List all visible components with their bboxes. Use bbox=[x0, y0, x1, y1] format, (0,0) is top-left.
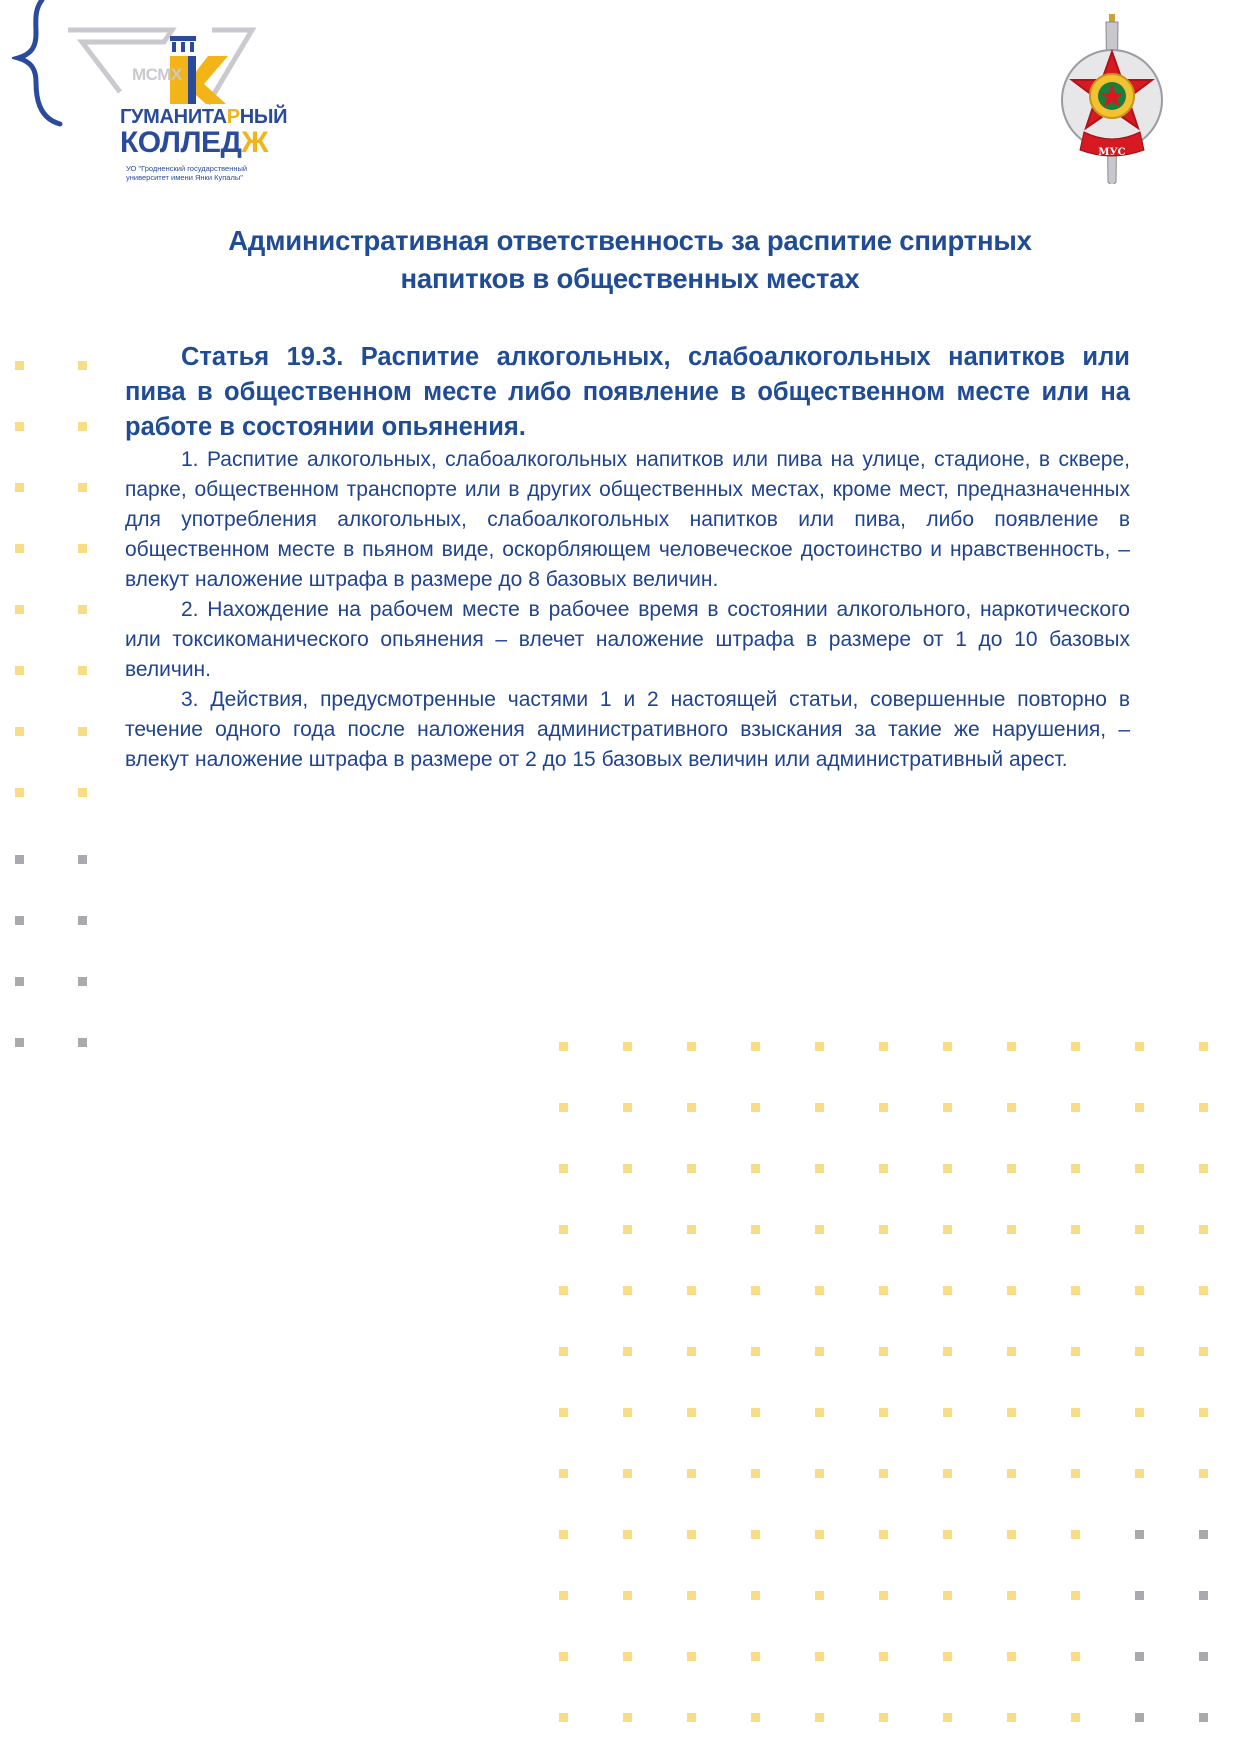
emblem-label: МУС bbox=[1098, 147, 1126, 158]
decorative-dot bbox=[559, 1408, 568, 1417]
decorative-dot bbox=[78, 605, 87, 614]
decorative-dot bbox=[1007, 1469, 1016, 1478]
decorative-dot bbox=[943, 1469, 952, 1478]
decorative-dot bbox=[1135, 1652, 1144, 1661]
decorative-dot bbox=[815, 1103, 824, 1112]
decorative-dot bbox=[1071, 1408, 1080, 1417]
decorative-dot bbox=[879, 1164, 888, 1173]
decorative-dot bbox=[1135, 1103, 1144, 1112]
decorative-dot bbox=[1199, 1286, 1208, 1295]
decorative-dot bbox=[815, 1713, 824, 1722]
decorative-dot bbox=[1007, 1225, 1016, 1234]
decorative-dot bbox=[943, 1408, 952, 1417]
decorative-dot bbox=[15, 666, 24, 675]
decorative-dot bbox=[78, 666, 87, 675]
decorative-dot bbox=[1071, 1347, 1080, 1356]
decorative-dot bbox=[78, 977, 87, 986]
decorative-dot bbox=[687, 1042, 696, 1051]
decorative-dot bbox=[623, 1530, 632, 1539]
decorative-dot bbox=[559, 1347, 568, 1356]
decorative-dot bbox=[559, 1652, 568, 1661]
decorative-dot bbox=[751, 1164, 760, 1173]
decorative-dot bbox=[1007, 1530, 1016, 1539]
decorative-dot bbox=[815, 1408, 824, 1417]
decorative-dot bbox=[1199, 1591, 1208, 1600]
decorative-dot bbox=[1007, 1652, 1016, 1661]
decorative-dot bbox=[751, 1591, 760, 1600]
decorative-dot bbox=[15, 544, 24, 553]
decorative-dot bbox=[1007, 1103, 1016, 1112]
decorative-dot bbox=[751, 1530, 760, 1539]
police-emblem bbox=[1058, 14, 1166, 184]
decorative-dot bbox=[623, 1103, 632, 1112]
decorative-dot bbox=[751, 1042, 760, 1051]
decorative-dot bbox=[943, 1286, 952, 1295]
decorative-dot bbox=[943, 1530, 952, 1539]
article-paragraph-2: 2. Нахождение на рабочем месте в рабочее время в состоянии алкогольного, наркотического или токсикоманического опьянения – влечет наложение штрафа в размере от 1 до 10 базовых величин. bbox=[125, 598, 1130, 681]
decorative-dot bbox=[879, 1225, 888, 1234]
decorative-dot bbox=[1071, 1286, 1080, 1295]
decorative-dot bbox=[78, 727, 87, 736]
decorative-dot bbox=[687, 1286, 696, 1295]
decorative-dot bbox=[815, 1530, 824, 1539]
page-title-line1: Административная ответственность за распитие спиртных bbox=[228, 225, 1032, 256]
decorative-dot bbox=[15, 727, 24, 736]
decorative-dot bbox=[1007, 1042, 1016, 1051]
decorative-dot bbox=[1199, 1469, 1208, 1478]
decorative-dot bbox=[751, 1103, 760, 1112]
college-subtitle: УО "Гродненский государственный университет имени Янки Купалы" bbox=[126, 164, 248, 182]
decorative-dot bbox=[751, 1652, 760, 1661]
decorative-dot bbox=[943, 1591, 952, 1600]
decorative-dot bbox=[15, 361, 24, 370]
decorative-dot bbox=[623, 1164, 632, 1173]
decorative-dot bbox=[1007, 1713, 1016, 1722]
page-title-line2: напитков в общественных местах bbox=[400, 263, 860, 294]
decorative-dot bbox=[879, 1042, 888, 1051]
decorative-dot bbox=[1199, 1408, 1208, 1417]
college-name-line1: ГУМАНИТАРНЫЙ bbox=[120, 106, 288, 128]
decorative-dot bbox=[751, 1225, 760, 1234]
decorative-dot bbox=[1135, 1530, 1144, 1539]
decorative-dot bbox=[623, 1591, 632, 1600]
decorative-dot bbox=[559, 1103, 568, 1112]
decorative-dot bbox=[1199, 1225, 1208, 1234]
decorative-dot bbox=[687, 1591, 696, 1600]
decorative-dot bbox=[1199, 1713, 1208, 1722]
decorative-dot bbox=[1071, 1530, 1080, 1539]
decorative-dot bbox=[687, 1652, 696, 1661]
document-body bbox=[125, 340, 1130, 775]
decorative-dot bbox=[879, 1591, 888, 1600]
decorative-dot bbox=[1071, 1652, 1080, 1661]
decorative-dot bbox=[879, 1469, 888, 1478]
decorative-dot bbox=[1199, 1103, 1208, 1112]
page-title bbox=[140, 222, 1120, 298]
decorative-dot bbox=[78, 361, 87, 370]
decorative-dot bbox=[751, 1469, 760, 1478]
decorative-dot bbox=[15, 788, 24, 797]
decorative-dot bbox=[1135, 1713, 1144, 1722]
decorative-dot bbox=[623, 1225, 632, 1234]
article-heading: Статья 19.3. Распитие алкогольных, слабоалкогольных напитков или пива в общественном месте либо появление в общественном месте или на работе в состоянии опьянения. bbox=[125, 343, 1130, 441]
decorative-dot bbox=[1135, 1591, 1144, 1600]
decorative-dot bbox=[559, 1225, 568, 1234]
decorative-dot bbox=[78, 422, 87, 431]
decorative-dot bbox=[1007, 1408, 1016, 1417]
decorative-dot bbox=[1199, 1530, 1208, 1539]
decorative-dot bbox=[15, 422, 24, 431]
decorative-dot bbox=[15, 916, 24, 925]
decorative-dot bbox=[751, 1713, 760, 1722]
college-logo-graphic bbox=[12, 0, 282, 190]
decorative-dot bbox=[623, 1408, 632, 1417]
decorative-dot bbox=[15, 605, 24, 614]
decorative-dot bbox=[1135, 1225, 1144, 1234]
decorative-dot bbox=[751, 1347, 760, 1356]
decorative-dot bbox=[1007, 1286, 1016, 1295]
decorative-dot bbox=[1071, 1713, 1080, 1722]
decorative-dot bbox=[1199, 1347, 1208, 1356]
decorative-dot bbox=[879, 1408, 888, 1417]
decorative-dot bbox=[751, 1408, 760, 1417]
decorative-dot bbox=[623, 1652, 632, 1661]
decorative-dot bbox=[15, 1038, 24, 1047]
decorative-dot bbox=[1135, 1408, 1144, 1417]
decorative-dot bbox=[943, 1713, 952, 1722]
decorative-dot bbox=[78, 544, 87, 553]
decorative-dot bbox=[1071, 1469, 1080, 1478]
college-logo bbox=[12, 0, 288, 190]
decorative-dot bbox=[879, 1103, 888, 1112]
decorative-dot bbox=[687, 1225, 696, 1234]
decorative-dot bbox=[943, 1042, 952, 1051]
decorative-dot bbox=[15, 483, 24, 492]
decorative-dot bbox=[943, 1347, 952, 1356]
decorative-dot bbox=[687, 1469, 696, 1478]
article-paragraph-1: 1. Распитие алкогольных, слабоалкогольных напитков или пива на улице, стадионе, в сквере, парке, общественном транспорте или в других общественных местах, кроме мест, предназначенных для употребления алкогольных, слабоалкогольных напитков или пива, либо появление в общественном месте в пьяном виде, оскорбляющем человеческое достоинство и нравственность, – влекут наложение штрафа в размере до 8 базовых величин. bbox=[125, 448, 1130, 591]
decorative-dot bbox=[559, 1530, 568, 1539]
decorative-dot bbox=[1135, 1469, 1144, 1478]
decorative-dot bbox=[559, 1591, 568, 1600]
decorative-dot bbox=[78, 1038, 87, 1047]
decorative-dot bbox=[1007, 1164, 1016, 1173]
decorative-dot bbox=[879, 1286, 888, 1295]
college-name-line2: КОЛЛЕДЖ bbox=[120, 126, 269, 159]
decorative-dot bbox=[879, 1530, 888, 1539]
decorative-dot bbox=[815, 1286, 824, 1295]
decorative-dot bbox=[623, 1347, 632, 1356]
decorative-dot bbox=[943, 1225, 952, 1234]
decorative-dot bbox=[943, 1652, 952, 1661]
decorative-dot bbox=[1071, 1164, 1080, 1173]
decorative-dot bbox=[1135, 1286, 1144, 1295]
decorative-dot bbox=[815, 1652, 824, 1661]
decorative-dot bbox=[78, 788, 87, 797]
decorative-dot bbox=[78, 916, 87, 925]
decorative-dot bbox=[879, 1713, 888, 1722]
decorative-dot bbox=[687, 1164, 696, 1173]
decorative-dot bbox=[15, 977, 24, 986]
decorative-dot bbox=[943, 1103, 952, 1112]
decorative-dot bbox=[1071, 1103, 1080, 1112]
decorative-dot bbox=[815, 1225, 824, 1234]
decorative-dot bbox=[559, 1286, 568, 1295]
decorative-dot bbox=[879, 1347, 888, 1356]
decorative-dot bbox=[1071, 1591, 1080, 1600]
decorative-dot bbox=[1199, 1652, 1208, 1661]
decorative-dot bbox=[1071, 1225, 1080, 1234]
decorative-dot bbox=[815, 1591, 824, 1600]
decorative-dot bbox=[623, 1286, 632, 1295]
decorative-dot bbox=[559, 1713, 568, 1722]
decorative-dot bbox=[1199, 1164, 1208, 1173]
decorative-dot bbox=[687, 1347, 696, 1356]
decorative-dot bbox=[623, 1713, 632, 1722]
decorative-dot bbox=[15, 855, 24, 864]
decorative-dot bbox=[559, 1042, 568, 1051]
decorative-dot bbox=[879, 1652, 888, 1661]
decorative-dot bbox=[1135, 1347, 1144, 1356]
decorative-dot bbox=[78, 855, 87, 864]
article-paragraph-3: 3. Действия, предусмотренные частями 1 и 2 настоящей статьи, совершенные повторно в течение одного года после наложения административного взыскания за такие же нарушения, – влекут наложение штрафа в размере от 2 до 15 базовых величин или административный арест. bbox=[125, 688, 1130, 771]
decorative-dot bbox=[1135, 1042, 1144, 1051]
decorative-dot bbox=[559, 1469, 568, 1478]
decorative-dot bbox=[1007, 1347, 1016, 1356]
decorative-dot bbox=[1135, 1164, 1144, 1173]
decorative-dot bbox=[1007, 1591, 1016, 1600]
decorative-dot bbox=[78, 483, 87, 492]
decorative-dot bbox=[1199, 1042, 1208, 1051]
decorative-dot bbox=[559, 1164, 568, 1173]
emblem-graphic bbox=[1058, 14, 1166, 184]
decorative-dot bbox=[623, 1042, 632, 1051]
decorative-dot bbox=[943, 1164, 952, 1173]
decorative-dot bbox=[751, 1286, 760, 1295]
decorative-dot bbox=[815, 1347, 824, 1356]
decorative-dot bbox=[623, 1469, 632, 1478]
decorative-dot bbox=[687, 1103, 696, 1112]
decorative-dot bbox=[1071, 1042, 1080, 1051]
college-logo-mark: МСМХ bbox=[132, 65, 182, 84]
decorative-dot bbox=[815, 1469, 824, 1478]
decorative-dot bbox=[687, 1713, 696, 1722]
decorative-dot bbox=[687, 1530, 696, 1539]
decorative-dot bbox=[815, 1164, 824, 1173]
decorative-dot bbox=[815, 1042, 824, 1051]
decorative-dot bbox=[687, 1408, 696, 1417]
